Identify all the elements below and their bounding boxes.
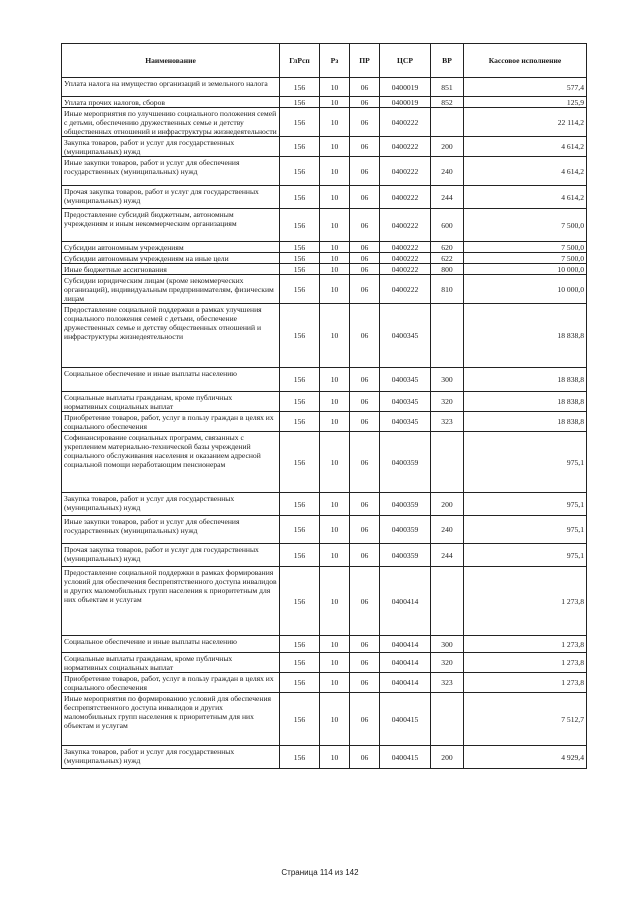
cell-csr: 0400345 bbox=[380, 392, 431, 412]
table-row bbox=[62, 209, 587, 242]
cell-rz: 10 bbox=[320, 516, 350, 544]
cell-amount: 7 500,0 bbox=[464, 209, 587, 242]
cell-glrsp: 156 bbox=[280, 78, 320, 97]
cell-csr: 0400359 bbox=[380, 516, 431, 544]
cell-name: Иные мероприятия по улучшению социального положения семей с детьми, обеспечению дружественных семье и детству общественных отношений и инфраструктуры жизнедеятельности bbox=[62, 108, 280, 137]
cell-glrsp: 156 bbox=[280, 242, 320, 253]
cell-csr: 0400222 bbox=[380, 157, 431, 186]
cell-pr: 06 bbox=[350, 746, 380, 769]
table-row bbox=[62, 673, 587, 693]
cell-pr: 06 bbox=[350, 157, 380, 186]
cell-rz: 10 bbox=[320, 567, 350, 636]
cell-csr: 0400359 bbox=[380, 544, 431, 567]
cell-vr: 852 bbox=[431, 97, 464, 108]
cell-csr: 0400222 bbox=[380, 242, 431, 253]
cell-amount: 18 838,8 bbox=[464, 392, 587, 412]
cell-csr: 0400222 bbox=[380, 108, 431, 137]
table-row bbox=[62, 78, 587, 97]
table-row bbox=[62, 636, 587, 653]
cell-glrsp: 156 bbox=[280, 673, 320, 693]
cell-name: Субсидии юридическим лицам (кроме некоммерческих организаций), индивидуальным предпринимателям, физическим лицам bbox=[62, 275, 280, 304]
cell-glrsp: 156 bbox=[280, 693, 320, 746]
cell-vr: 810 bbox=[431, 275, 464, 304]
cell-amount: 1 273,8 bbox=[464, 567, 587, 636]
table-row bbox=[62, 157, 587, 186]
header-glrsp: ГлРсп bbox=[280, 44, 320, 78]
cell-amount: 10 000,0 bbox=[464, 275, 587, 304]
cell-rz: 10 bbox=[320, 493, 350, 516]
cell-csr: 0400222 bbox=[380, 253, 431, 264]
cell-amount: 18 838,8 bbox=[464, 368, 587, 392]
cell-amount: 1 273,8 bbox=[464, 673, 587, 693]
cell-csr: 0400222 bbox=[380, 275, 431, 304]
cell-rz: 10 bbox=[320, 412, 350, 432]
cell-amount: 7 500,0 bbox=[464, 242, 587, 253]
cell-rz: 10 bbox=[320, 242, 350, 253]
cell-csr: 0400019 bbox=[380, 97, 431, 108]
cell-csr: 0400414 bbox=[380, 673, 431, 693]
cell-vr: 300 bbox=[431, 636, 464, 653]
cell-glrsp: 156 bbox=[280, 653, 320, 673]
cell-csr: 0400222 bbox=[380, 137, 431, 157]
cell-csr: 0400415 bbox=[380, 693, 431, 746]
cell-glrsp: 156 bbox=[280, 157, 320, 186]
cell-glrsp: 156 bbox=[280, 567, 320, 636]
cell-glrsp: 156 bbox=[280, 516, 320, 544]
cell-pr: 06 bbox=[350, 368, 380, 392]
cell-amount: 975,1 bbox=[464, 432, 587, 493]
table-row bbox=[62, 137, 587, 157]
cell-vr: 200 bbox=[431, 137, 464, 157]
cell-vr bbox=[431, 108, 464, 137]
cell-vr: 320 bbox=[431, 653, 464, 673]
cell-glrsp: 156 bbox=[280, 275, 320, 304]
cell-amount: 1 273,8 bbox=[464, 653, 587, 673]
cell-rz: 10 bbox=[320, 275, 350, 304]
cell-name: Софинансирование социальных программ, связанных с укреплением материально-технической базы учреждений социального обслуживания населения и оказанием адресной социальной помощи неработающим пенсионерам bbox=[62, 432, 280, 493]
cell-name: Приобретение товаров, работ, услуг в пользу граждан в целях их социального обеспечения bbox=[62, 412, 280, 432]
table-row bbox=[62, 368, 587, 392]
header-amount: Кассовое исполнение bbox=[464, 44, 587, 78]
cell-pr: 06 bbox=[350, 392, 380, 412]
header-csr: ЦСР bbox=[380, 44, 431, 78]
cell-csr: 0400414 bbox=[380, 653, 431, 673]
cell-glrsp: 156 bbox=[280, 253, 320, 264]
cell-vr: 320 bbox=[431, 392, 464, 412]
cell-name: Иные закупки товаров, работ и услуг для обеспечения государственных (муниципальных) нужд bbox=[62, 516, 280, 544]
cell-name: Прочая закупка товаров, работ и услуг для государственных (муниципальных) нужд bbox=[62, 544, 280, 567]
cell-amount: 975,1 bbox=[464, 544, 587, 567]
cell-vr: 851 bbox=[431, 78, 464, 97]
cell-csr: 0400222 bbox=[380, 264, 431, 275]
header-pr: ПР bbox=[350, 44, 380, 78]
header-vr: ВР bbox=[431, 44, 464, 78]
cell-vr bbox=[431, 567, 464, 636]
cell-pr: 06 bbox=[350, 493, 380, 516]
cell-glrsp: 156 bbox=[280, 186, 320, 209]
cell-vr: 600 bbox=[431, 209, 464, 242]
cell-rz: 10 bbox=[320, 264, 350, 275]
cell-amount: 577,4 bbox=[464, 78, 587, 97]
cell-glrsp: 156 bbox=[280, 264, 320, 275]
cell-amount: 18 838,8 bbox=[464, 412, 587, 432]
cell-amount: 7 512,7 bbox=[464, 693, 587, 746]
cell-pr: 06 bbox=[350, 209, 380, 242]
cell-rz: 10 bbox=[320, 137, 350, 157]
cell-amount: 4 929,4 bbox=[464, 746, 587, 769]
cell-rz: 10 bbox=[320, 108, 350, 137]
cell-pr: 06 bbox=[350, 673, 380, 693]
cell-vr: 200 bbox=[431, 493, 464, 516]
cell-pr: 06 bbox=[350, 653, 380, 673]
cell-pr: 06 bbox=[350, 693, 380, 746]
cell-name: Социальные выплаты гражданам, кроме публичных нормативных социальных выплат bbox=[62, 653, 280, 673]
cell-glrsp: 156 bbox=[280, 432, 320, 493]
table-row bbox=[62, 653, 587, 673]
cell-csr: 0400415 bbox=[380, 746, 431, 769]
cell-rz: 10 bbox=[320, 693, 350, 746]
cell-rz: 10 bbox=[320, 636, 350, 653]
cell-pr: 06 bbox=[350, 186, 380, 209]
cell-rz: 10 bbox=[320, 186, 350, 209]
cell-csr: 0400345 bbox=[380, 412, 431, 432]
table-header-row bbox=[62, 44, 587, 78]
table-row bbox=[62, 186, 587, 209]
cell-csr: 0400222 bbox=[380, 209, 431, 242]
cell-pr: 06 bbox=[350, 108, 380, 137]
cell-csr: 0400345 bbox=[380, 304, 431, 368]
cell-glrsp: 156 bbox=[280, 636, 320, 653]
cell-rz: 10 bbox=[320, 673, 350, 693]
cell-pr: 06 bbox=[350, 253, 380, 264]
table-row bbox=[62, 516, 587, 544]
cell-csr: 0400345 bbox=[380, 368, 431, 392]
cell-glrsp: 156 bbox=[280, 544, 320, 567]
cell-vr: 300 bbox=[431, 368, 464, 392]
table-body bbox=[62, 78, 587, 769]
cell-vr bbox=[431, 432, 464, 493]
cell-csr: 0400359 bbox=[380, 493, 431, 516]
cell-vr: 620 bbox=[431, 242, 464, 253]
cell-amount: 1 273,8 bbox=[464, 636, 587, 653]
cell-pr: 06 bbox=[350, 544, 380, 567]
table-row bbox=[62, 746, 587, 769]
table-row bbox=[62, 304, 587, 368]
table-row bbox=[62, 275, 587, 304]
cell-vr bbox=[431, 304, 464, 368]
cell-csr: 0400019 bbox=[380, 78, 431, 97]
cell-pr: 06 bbox=[350, 304, 380, 368]
cell-name: Социальное обеспечение и иные выплаты населению bbox=[62, 368, 280, 392]
cell-vr: 622 bbox=[431, 253, 464, 264]
cell-rz: 10 bbox=[320, 392, 350, 412]
cell-amount: 4 614,2 bbox=[464, 157, 587, 186]
cell-glrsp: 156 bbox=[280, 746, 320, 769]
cell-vr: 244 bbox=[431, 186, 464, 209]
cell-rz: 10 bbox=[320, 209, 350, 242]
cell-glrsp: 156 bbox=[280, 368, 320, 392]
cell-pr: 06 bbox=[350, 412, 380, 432]
cell-glrsp: 156 bbox=[280, 97, 320, 108]
cell-name: Прочая закупка товаров, работ и услуг для государственных (муниципальных) нужд bbox=[62, 186, 280, 209]
cell-name: Уплата налога на имущество организаций и земельного налога bbox=[62, 78, 280, 97]
cell-amount: 975,1 bbox=[464, 516, 587, 544]
cell-rz: 10 bbox=[320, 544, 350, 567]
cell-csr: 0400414 bbox=[380, 636, 431, 653]
table-row bbox=[62, 108, 587, 137]
cell-vr: 323 bbox=[431, 412, 464, 432]
cell-name: Закупка товаров, работ и услуг для государственных (муниципальных) нужд bbox=[62, 137, 280, 157]
cell-rz: 10 bbox=[320, 97, 350, 108]
cell-vr: 800 bbox=[431, 264, 464, 275]
cell-name: Приобретение товаров, работ, услуг в пользу граждан в целях их социального обеспечения bbox=[62, 673, 280, 693]
budget-execution-table bbox=[61, 43, 587, 769]
cell-vr: 240 bbox=[431, 516, 464, 544]
cell-pr: 06 bbox=[350, 567, 380, 636]
cell-glrsp: 156 bbox=[280, 412, 320, 432]
table-row bbox=[62, 242, 587, 253]
cell-rz: 10 bbox=[320, 157, 350, 186]
cell-name: Социальное обеспечение и иные выплаты населению bbox=[62, 636, 280, 653]
table-row bbox=[62, 432, 587, 493]
table-row bbox=[62, 97, 587, 108]
cell-amount: 975,1 bbox=[464, 493, 587, 516]
table-row bbox=[62, 264, 587, 275]
cell-pr: 06 bbox=[350, 432, 380, 493]
header-rz: Рз bbox=[320, 44, 350, 78]
cell-name: Иные мероприятия по формированию условий для обеспечения беспрепятственного доступа инвалидов и других маломобильных групп населения к приоритетным для них объектам и услугам bbox=[62, 693, 280, 746]
cell-amount: 4 614,2 bbox=[464, 137, 587, 157]
table-row bbox=[62, 412, 587, 432]
header-name: Наименование bbox=[62, 44, 280, 78]
cell-pr: 06 bbox=[350, 97, 380, 108]
cell-amount: 7 500,0 bbox=[464, 253, 587, 264]
cell-vr: 200 bbox=[431, 746, 464, 769]
cell-pr: 06 bbox=[350, 78, 380, 97]
table-row bbox=[62, 253, 587, 264]
cell-pr: 06 bbox=[350, 275, 380, 304]
cell-name: Закупка товаров, работ и услуг для государственных (муниципальных) нужд bbox=[62, 746, 280, 769]
cell-glrsp: 156 bbox=[280, 108, 320, 137]
cell-name: Предоставление социальной поддержки в рамках улучшения социального положения семей с детьми, обеспечение дружественных семье и детству общественных отношений и инфраструктуры жизнедеятельности bbox=[62, 304, 280, 368]
table-row bbox=[62, 693, 587, 746]
cell-name: Закупка товаров, работ и услуг для государственных (муниципальных) нужд bbox=[62, 493, 280, 516]
cell-rz: 10 bbox=[320, 432, 350, 493]
cell-pr: 06 bbox=[350, 636, 380, 653]
cell-csr: 0400414 bbox=[380, 567, 431, 636]
table-row bbox=[62, 544, 587, 567]
cell-glrsp: 156 bbox=[280, 137, 320, 157]
table-row bbox=[62, 493, 587, 516]
cell-glrsp: 156 bbox=[280, 304, 320, 368]
cell-glrsp: 156 bbox=[280, 209, 320, 242]
cell-vr: 240 bbox=[431, 157, 464, 186]
cell-glrsp: 156 bbox=[280, 493, 320, 516]
cell-vr bbox=[431, 693, 464, 746]
cell-csr: 0400359 bbox=[380, 432, 431, 493]
cell-name: Субсидии автономным учреждениям bbox=[62, 242, 280, 253]
page-number-footer: Страница 114 из 142 bbox=[281, 868, 359, 877]
cell-amount: 18 838,8 bbox=[464, 304, 587, 368]
table-row bbox=[62, 392, 587, 412]
cell-rz: 10 bbox=[320, 746, 350, 769]
cell-rz: 10 bbox=[320, 78, 350, 97]
cell-vr: 244 bbox=[431, 544, 464, 567]
cell-pr: 06 bbox=[350, 516, 380, 544]
cell-name: Иные закупки товаров, работ и услуг для обеспечения государственных (муниципальных) нужд bbox=[62, 157, 280, 186]
cell-rz: 10 bbox=[320, 304, 350, 368]
cell-vr: 323 bbox=[431, 673, 464, 693]
cell-rz: 10 bbox=[320, 653, 350, 673]
cell-csr: 0400222 bbox=[380, 186, 431, 209]
cell-pr: 06 bbox=[350, 137, 380, 157]
cell-name: Предоставление субсидий бюджетным, автономным учреждениям и иным некоммерческим организациям bbox=[62, 209, 280, 242]
cell-amount: 125,9 bbox=[464, 97, 587, 108]
cell-name: Социальные выплаты гражданам, кроме публичных нормативных социальных выплат bbox=[62, 392, 280, 412]
cell-amount: 4 614,2 bbox=[464, 186, 587, 209]
cell-rz: 10 bbox=[320, 253, 350, 264]
cell-amount: 10 000,0 bbox=[464, 264, 587, 275]
table-row bbox=[62, 567, 587, 636]
cell-name: Субсидии автономным учреждениям на иные цели bbox=[62, 253, 280, 264]
cell-name: Иные бюджетные ассигнования bbox=[62, 264, 280, 275]
cell-pr: 06 bbox=[350, 242, 380, 253]
cell-pr: 06 bbox=[350, 264, 380, 275]
cell-name: Предоставление социальной поддержки в рамках формирования условий для обеспечения беспрепятственного доступа инвалидов и других маломобильных групп населения к приоритетным для них объектам и услугам bbox=[62, 567, 280, 636]
cell-amount: 22 114,2 bbox=[464, 108, 587, 137]
cell-name: Уплата прочих налогов, сборов bbox=[62, 97, 280, 108]
cell-rz: 10 bbox=[320, 368, 350, 392]
cell-glrsp: 156 bbox=[280, 392, 320, 412]
